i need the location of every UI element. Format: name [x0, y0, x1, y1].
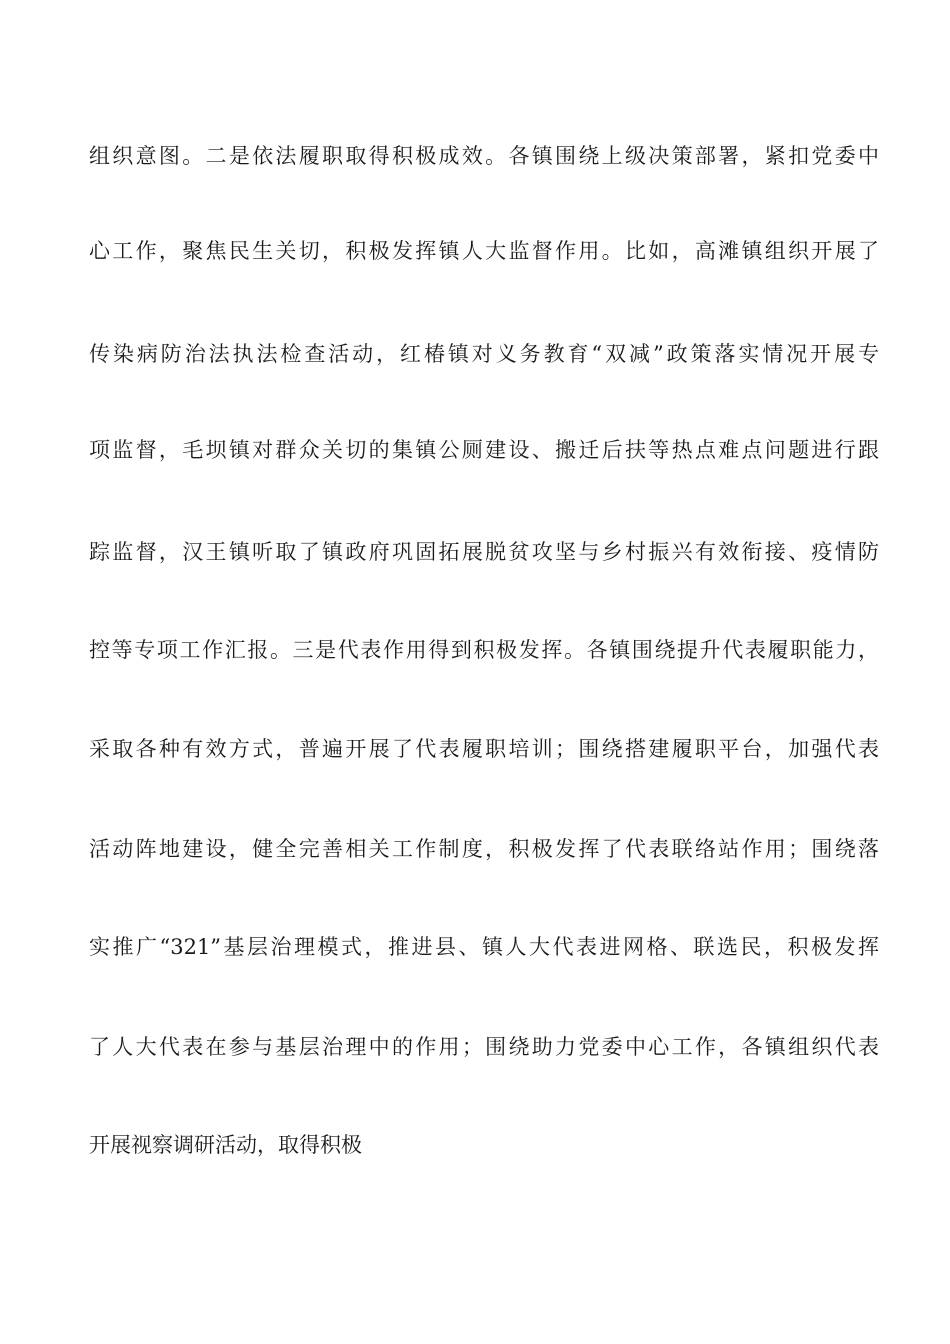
text-line-8: 活动阵地建设，健全完善相关工作制度，积极发挥了代表联络站作用；围绕落 — [89, 837, 879, 861]
text-line-10: 了人大代表在参与基层治理中的作用；围绕助力党委中心工作，各镇组织代表 — [89, 1035, 879, 1059]
text-line-9: 实推广“321”基层治理模式，推进县、镇人大代表进网格、联选民，积极发挥 — [89, 935, 879, 959]
text-line-4: 项监督，毛坝镇对群众关切的集镇公厕建设、搬迁后扶等热点难点问题进行跟 — [89, 438, 879, 462]
text-line-11: 开展视察调研活动，取得积极 — [89, 1133, 362, 1157]
text-line-7: 采取各种有效方式，普遍开展了代表履职培训；围绕搭建履职平台，加强代表 — [89, 737, 879, 761]
text-line-2: 心工作，聚焦民生关切，积极发挥镇人大监督作用。比如，高滩镇组织开展了 — [89, 239, 879, 263]
text-line-3: 传染病防治法执法检查活动，红椿镇对义务教育“双减”政策落实情况开展专 — [89, 342, 879, 366]
text-line-5: 踪监督，汉王镇听取了镇政府巩固拓展脱贫攻坚与乡村振兴有效衔接、疫情防 — [89, 540, 879, 564]
text-line-6: 控等专项工作汇报。三是代表作用得到积极发挥。各镇围绕提升代表履职能力， — [89, 638, 879, 662]
text-line-1: 组织意图。二是依法履职取得积极成效。各镇围绕上级决策部署，紧扣党委中 — [89, 144, 879, 168]
